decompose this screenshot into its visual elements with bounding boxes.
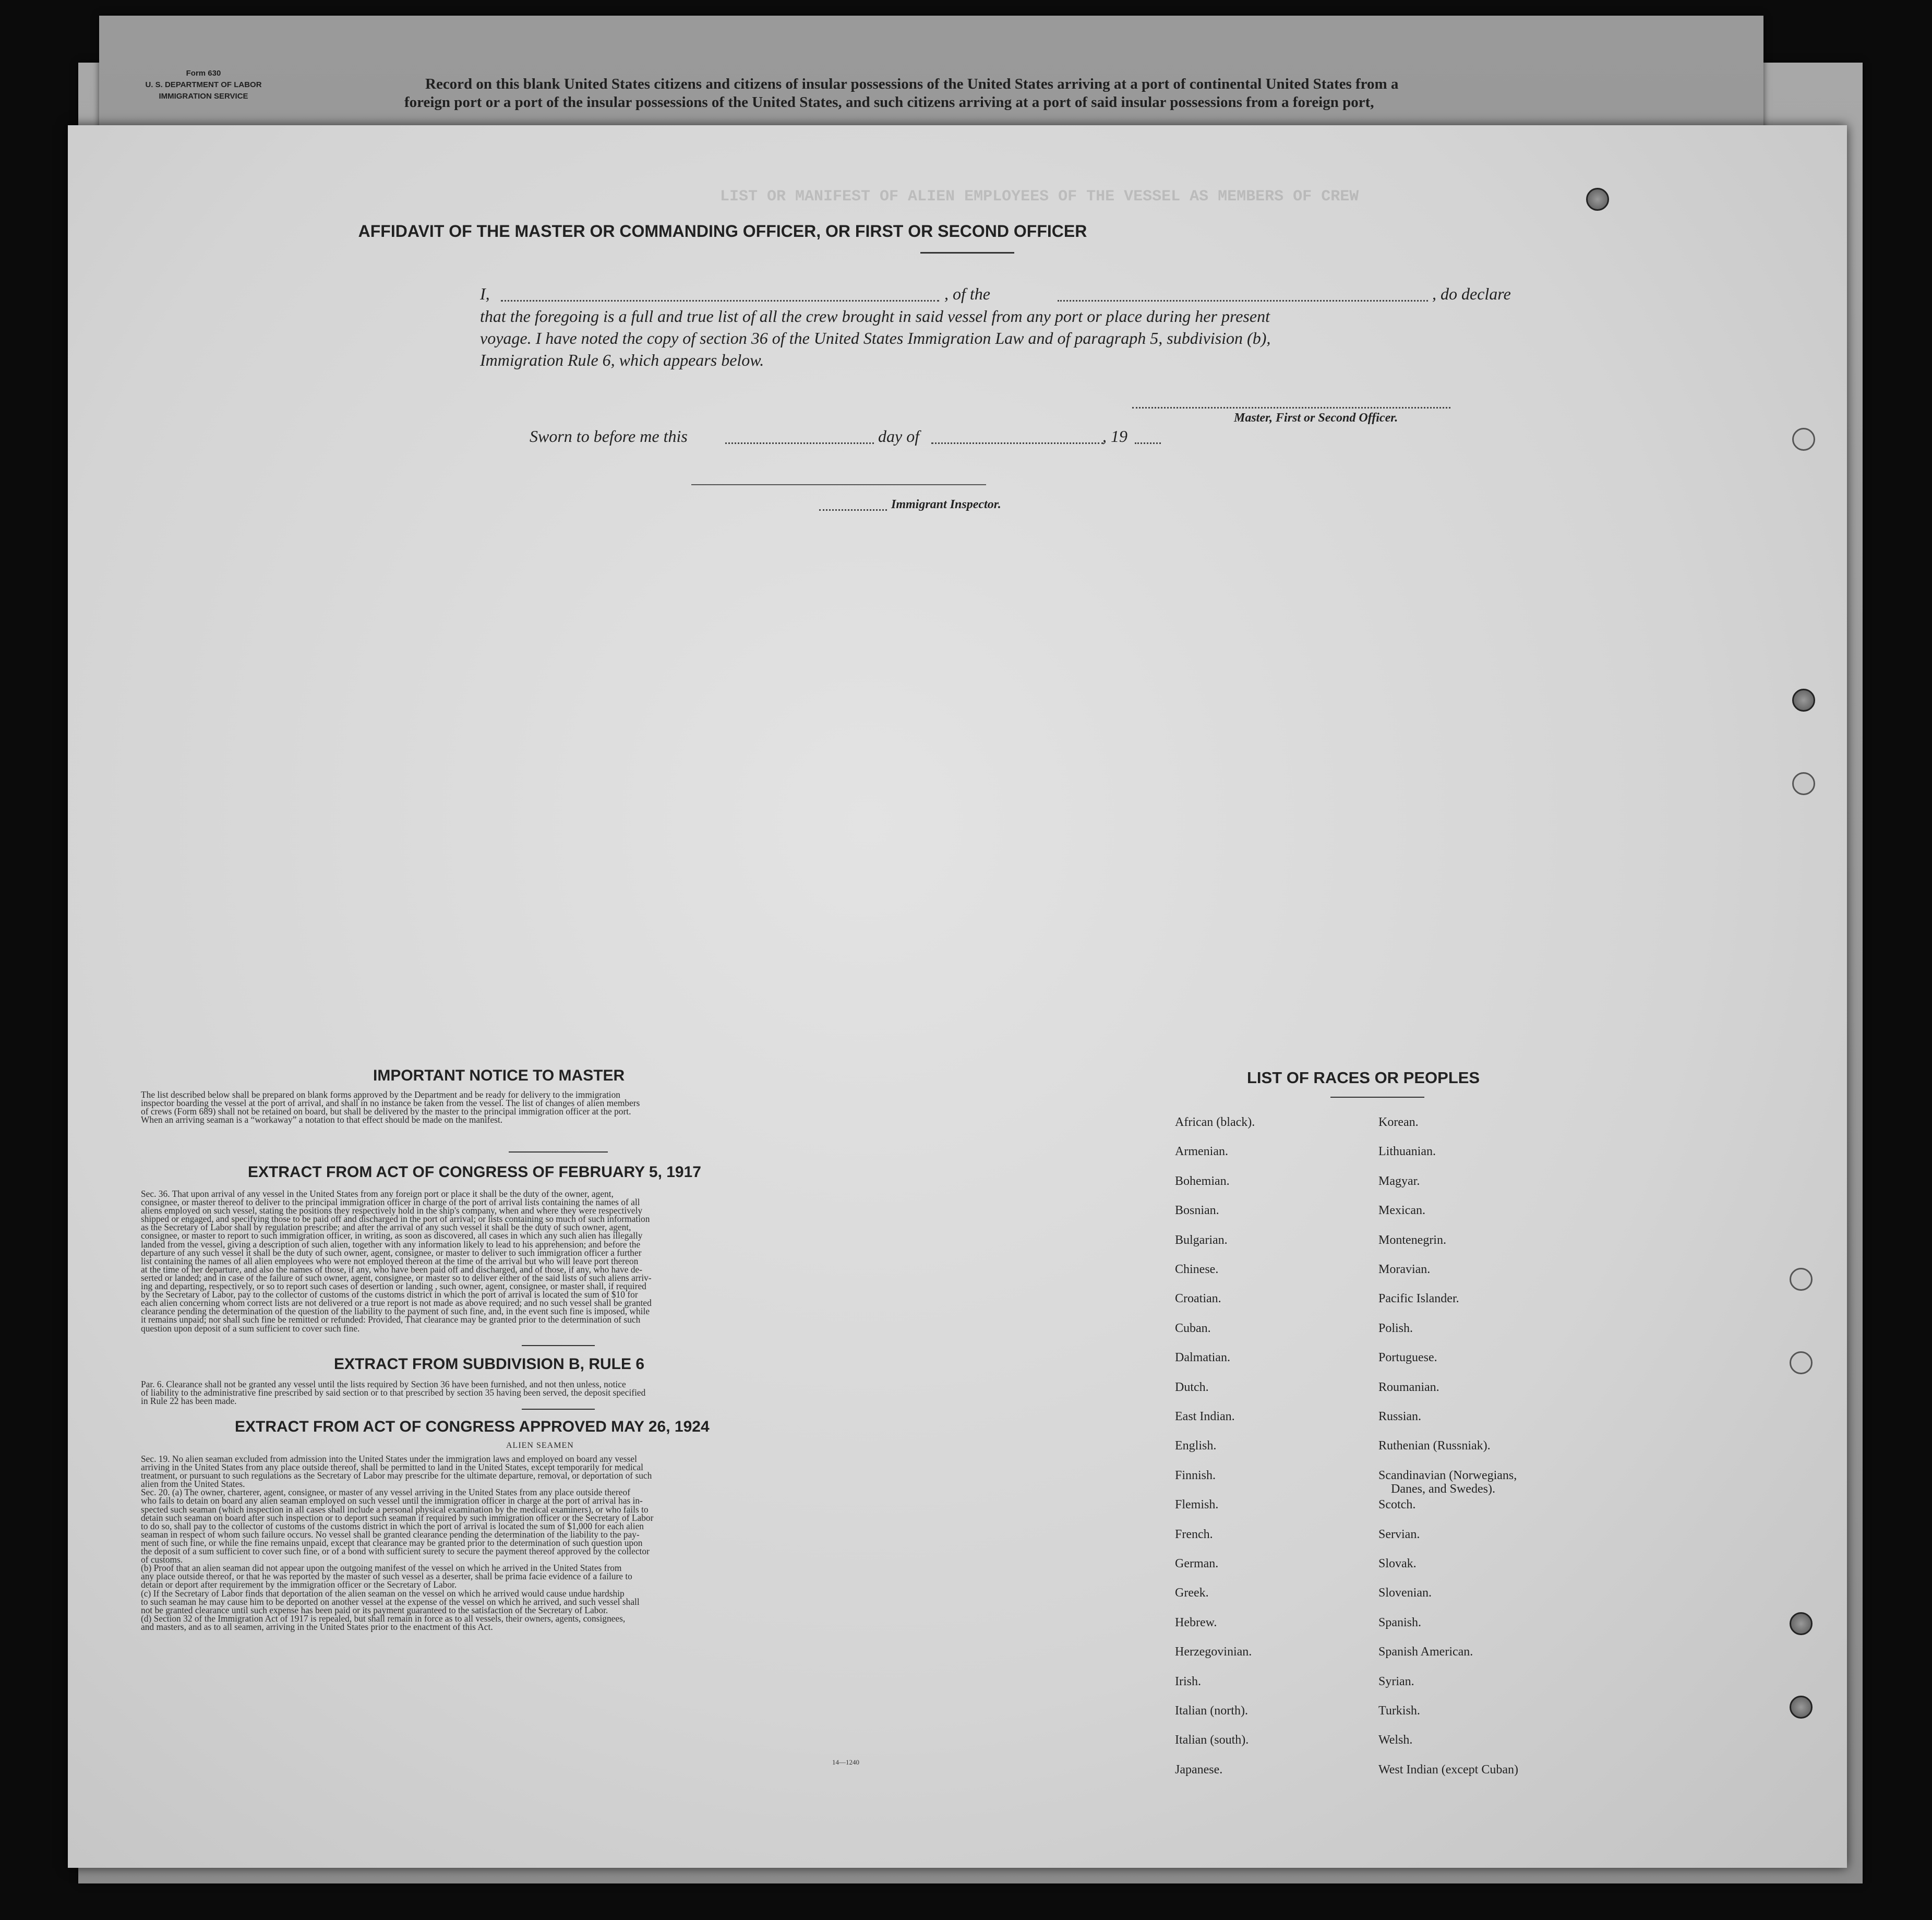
race-entry: Irish. <box>1175 1674 1201 1688</box>
master-signature-line <box>1132 407 1450 409</box>
race-entry: Finnish. <box>1175 1468 1216 1482</box>
punch-hole <box>1586 188 1609 211</box>
race-entry: French. <box>1175 1527 1213 1541</box>
form-number: Form 630 <box>186 69 221 78</box>
races-title: LIST OF RACES OR PEOPLES <box>1247 1069 1480 1087</box>
extract-rule6-text: Par. 6. Clearance shall not be granted any vessel until the lists required by Section 36 have been furnished, and not then unless, notice of liability to the administrative fine prescribed by said section or to that prescribed by section 35 having been served, the deposit specified in Rule 22 has been made. <box>141 1379 646 1407</box>
affidavit-body-line-1: that the foregoing is a full and true list of all the crew brought in said vessel from any port or place during her present <box>480 307 1270 326</box>
race-entry: Chinese. <box>1175 1263 1219 1276</box>
race-entry: Spanish. <box>1378 1615 1422 1629</box>
race-entry: Servian. <box>1378 1527 1420 1541</box>
of-the-label: , of the <box>944 284 990 303</box>
sworn-day-line <box>725 442 874 444</box>
extract-1924-text: Sec. 19. No alien seaman excluded from admission into the United States under the immigration laws and employed on board any vessel arriving in the United States from any place outside thereof, shall be permitted to land in the United States, except temporarily for medical treatment, or pursuant to such regulations as the Secretary of Labor may prescribe for the ultimate departure, removal, or deportation of such alien from the United States. Sec. 20. (a) The owner, charterer, agent, consignee, or master of any vessel arriving in the United States from any place outside thereof who fails to detain on board any alien seaman employed on such vessel until the immigration officer in charge at the port of arrival has in- spected such seaman (which inspection in all cases shall include a personal physical examination by the medical examiners), or who fails to detain such seaman on board after such inspection or to deport such seaman if required by such immigration officer or the Secretary of Labor to do so, shall pay to the collector of customs of the customs district in which the port of arrival is located the sum of $1,000 for each alien seaman in respect of whom such failure occurs. No vessel shall be granted clearance pending the determination of the liability to the pay- ment of such fine, or while the fine remains unpaid, except that clearance may be granted prior to the determination of such question upon the deposit of a sum sufficient to cover such fine, or of a bond with sufficient surety to secure the payment thereof approved by the collector of customs. (b) Proof that an alien seaman did not appear upon the outgoing manifest of the vessel on which he arrived in the United States from any place outside thereof, or that he was reported by the master of such vessel as a deserter, shall be prima facie evidence of a failure to detain or deport after requirement by the immigration officer or the Secretary of Labor. (c) If the Secretary of Labor finds that deportation of the alien seaman on the vessel on which he arrived would cause undue hardship to such seaman he may cause him to be deported on another vessel at the expense of the vessel on which he arrived, and such vessel shall not be granted clearance until such expense has been paid or its payment guaranteed to the satisfaction of the Secretary of Labor. (d) Section 32 of the Immigration Act of 1917 is repealed, but shall remain in force as to all vessels, their owners, agents, consignees, and masters, and as to all seamen, arriving in the United States prior to the enactment of this Act. <box>141 1454 654 1632</box>
race-entry: Flemish. <box>1175 1498 1219 1512</box>
print-code: 14—1240 <box>832 1758 859 1766</box>
race-entry: East Indian. <box>1175 1410 1235 1423</box>
punch-hole <box>1792 428 1815 451</box>
race-entry: Greek. <box>1175 1586 1209 1600</box>
race-entry: Cuban. <box>1175 1321 1211 1335</box>
race-entry: Russian. <box>1378 1410 1422 1423</box>
race-entry: Bohemian. <box>1175 1174 1230 1188</box>
race-entry: Welsh. <box>1378 1733 1413 1747</box>
race-entry: Dalmatian. <box>1175 1351 1230 1365</box>
punch-hole <box>1792 772 1815 795</box>
service-label: IMMIGRATION SERVICE <box>159 92 248 101</box>
race-entry: Korean. <box>1378 1115 1419 1129</box>
day-of-label: day of <box>878 427 920 446</box>
master-signature-caption: Master, First or Second Officer. <box>1234 411 1398 425</box>
extract-1924-title: EXTRACT FROM ACT OF CONGRESS APPROVED MAY 26, 1924 <box>235 1418 710 1435</box>
race-entry: Scotch. <box>1378 1498 1416 1512</box>
race-entry: Mexican. <box>1378 1204 1425 1218</box>
name-field-line <box>501 300 939 302</box>
punch-hole <box>1792 689 1815 712</box>
divider <box>522 1409 595 1410</box>
divider <box>522 1345 595 1346</box>
sworn-label: Sworn to before me this <box>530 427 688 446</box>
year-label: , 19 <box>1102 427 1127 446</box>
under-page-line-1: Record on this blank United States citizens and citizens of insular possessions of the United States arriving at a port of continental United States from a <box>425 76 1399 92</box>
race-entry: Montenegrin. <box>1378 1233 1446 1247</box>
inspector-dotted-line <box>819 509 887 511</box>
punch-hole <box>1790 1696 1813 1719</box>
race-entry: Croatian. <box>1175 1292 1221 1306</box>
race-entry: Italian (north). <box>1175 1704 1248 1718</box>
race-entry: Bulgarian. <box>1175 1233 1228 1247</box>
race-entry: Ruthenian (Russniak). <box>1378 1439 1491 1453</box>
race-entry: Armenian. <box>1175 1145 1228 1159</box>
affidavit-title: AFFIDAVIT OF THE MASTER OR COMMANDING OFFICER, OR FIRST OR SECOND OFFICER <box>358 222 1087 241</box>
race-entry: German. <box>1175 1557 1219 1570</box>
race-entry: Dutch. <box>1175 1380 1209 1394</box>
vessel-field-line <box>1058 300 1428 302</box>
race-entry: Slovenian. <box>1378 1586 1432 1600</box>
affidavit-body-line-2: voyage. I have noted the copy of section 36 of the United States Immigration Law and of paragraph 5, subdivision (b), <box>480 329 1271 347</box>
race-entry: Pacific Islander. <box>1378 1292 1459 1306</box>
sworn-month-line <box>931 442 1103 444</box>
title-rule <box>920 252 1014 254</box>
department-label: U. S. DEPARTMENT OF LABOR <box>145 80 262 89</box>
race-entry: Turkish. <box>1378 1704 1420 1718</box>
extract-1917-title: EXTRACT FROM ACT OF CONGRESS OF FEBRUARY 5, 1917 <box>248 1163 701 1181</box>
do-declare-label: , do declare <box>1432 284 1511 303</box>
race-entry: Polish. <box>1378 1321 1413 1335</box>
divider <box>1330 1097 1424 1098</box>
race-entry: English. <box>1175 1439 1217 1453</box>
punch-hole <box>1790 1351 1813 1374</box>
inspector-signature-line <box>691 484 986 485</box>
race-entry: Moravian. <box>1378 1263 1431 1276</box>
race-entry: Lithuanian. <box>1378 1145 1436 1159</box>
notice-text: The list described below shall be prepared on blank forms approved by the Department and be ready for delivery to the immigration inspector boarding the vessel at the port of arrival, and shall in no instance be taken from the vessel. The list of changes of alien members of crews (Form 689) shall not be retained on board, but shall be delivered by the master to the principal immigration officer at the port. When an arriving seaman is a “workaway” a notation to that effect should be made on the manifest. <box>141 1089 640 1125</box>
race-entry: Roumanian. <box>1378 1380 1439 1394</box>
race-entry: Portuguese. <box>1378 1351 1437 1365</box>
race-entry: West Indian (except Cuban) <box>1378 1762 1518 1777</box>
form-header-block <box>120 68 287 102</box>
race-entry: Herzegovinian. <box>1175 1645 1252 1659</box>
race-entry: Slovak. <box>1378 1557 1417 1570</box>
race-entry: African (black). <box>1175 1115 1255 1129</box>
extract-1917-text: Sec. 36. That upon arrival of any vessel in the United States from any foreign port or place it shall be the duty of the owner, agent, consignee, or master thereof to deliver to the principal immigration officer in charge of the port of arrival lists containing the names of all aliens employed on such vessel, stating the positions they respectively hold in the ship's company, when and where they were respectively shipped or engaged, and specifying those to be paid off and discharged in the port of arrival; or lists containing so much of such information as the Secretary of Labor shall by regulation prescribe; and after the arrival of any such vessel it shall be the duty of such owner, agent, consignee, or master to report to such immigration officer, in writing, as soon as discovered, all cases in which any such alien has illegally landed from the vessel, giving a description of such alien, together with any information likely to lead to his apprehension; and before the departure of any such vessel it shall be the duty of such owner, agent, consignee, or master to deliver to such immigration officer a further list containing the names of all alien employees who were not employed thereon at the time of the arrival but who will leave port thereon at the time of her departure, and also the names of those, if any, who have been paid off and discharged, and of those, if any, who have de- serted or landed; and in case of the failure of such owner, agent, consignee, or master so to deliver either of the said lists of such aliens arriv- ing and departing, respectively, or so to report such cases of desertion or landing , such owner, agent, consignee, or master shall, if required by the Secretary of Labor, pay to the collector of customs of the customs district in which the port of arrival is located the sum of $10 for each alien concerning whom correct lists are not delivered or a true report is not made as above required; and no such vessel shall be granted clearance pending the determination of the question of the liability to the payment of such fine, and, in the event such fine is imposed, while it remains unpaid; nor shall such fine be remitted or refunded: Provided, That clearance may be granted prior to the determination of such question upon deposit of a sum sufficient to cover such fine. <box>141 1189 652 1334</box>
race-entry: Japanese. <box>1175 1762 1223 1777</box>
under-page-line-2: foreign port or a port of the insular possessions of the United States, and such citizens arriving at a port of said insular possessions from a foreign port, <box>404 94 1374 111</box>
bleed-through-text: LIST OR MANIFEST OF ALIEN EMPLOYEES OF THE VESSEL AS MEMBERS OF CREW <box>720 188 1359 206</box>
i-label: I, <box>480 284 490 303</box>
extract-rule6-title: EXTRACT FROM SUBDIVISION B, RULE 6 <box>334 1355 645 1373</box>
affidavit-body-line-3: Immigration Rule 6, which appears below. <box>480 351 764 369</box>
race-entry: Spanish American. <box>1378 1645 1473 1659</box>
race-entry: Hebrew. <box>1175 1615 1217 1629</box>
race-entry: Magyar. <box>1378 1174 1420 1188</box>
race-entry: Syrian. <box>1378 1674 1414 1688</box>
affidavit-sheet <box>68 125 1847 1868</box>
sworn-year-line <box>1135 442 1161 444</box>
inspector-caption: Immigrant Inspector. <box>891 498 1001 511</box>
punch-hole <box>1790 1612 1813 1635</box>
extract-1924-subtitle: ALIEN SEAMEN <box>506 1441 574 1450</box>
punch-hole <box>1790 1268 1813 1291</box>
race-entry: Scandinavian (Norwegians, Danes, and Swedes). <box>1378 1468 1517 1496</box>
race-entry: Bosnian. <box>1175 1204 1219 1218</box>
divider <box>509 1151 608 1153</box>
notice-title: IMPORTANT NOTICE TO MASTER <box>373 1067 625 1084</box>
race-entry: Italian (south). <box>1175 1733 1249 1747</box>
